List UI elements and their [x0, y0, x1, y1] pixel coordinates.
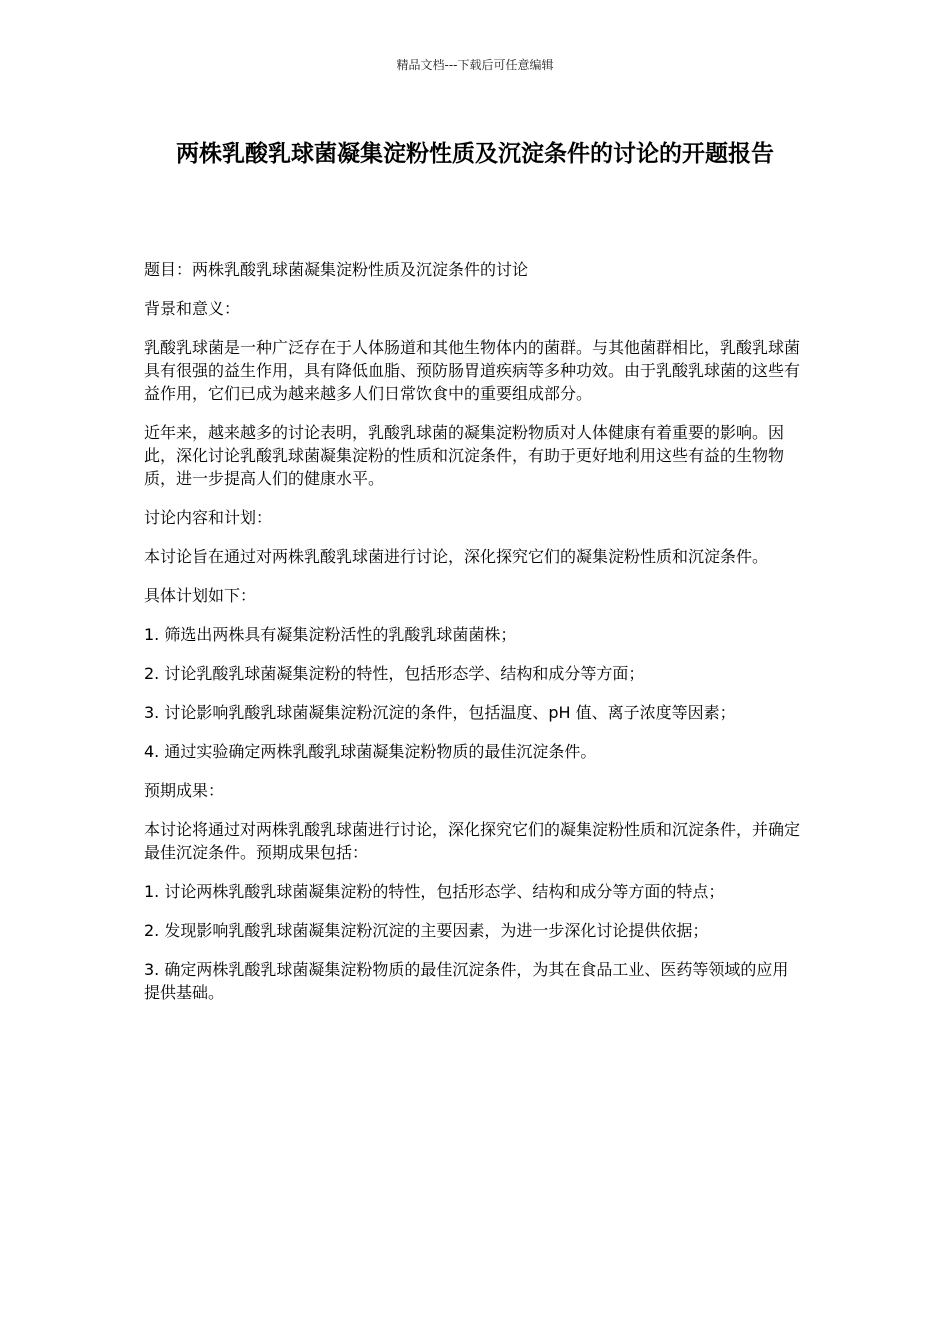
- plan-item: 3. 讨论影响乳酸乳球菌凝集淀粉沉淀的条件，包括温度、pH 值、离子浓度等因素；: [144, 703, 736, 722]
- page-header: 精品文档---下载后可任意编辑: [396, 58, 554, 72]
- topic-line: 题目：两株乳酸乳球菌凝集淀粉性质及沉淀条件的讨论: [144, 260, 529, 279]
- result-item: 2. 发现影响乳酸乳球菌凝集淀粉沉淀的主要因素，为进一步深化讨论提供依据；: [144, 921, 709, 940]
- body-paragraph: 乳酸乳球菌是一种广泛存在于人体肠道和其他生物体内的菌群。与其他菌群相比，乳酸乳球菌具有很强的益生作用，具有降低血脂、预防肠胃道疾病等多种功效。由于乳酸乳球菌的这些有益作用，它们已成为越来越多人们日常饮食中的重要组成部分。: [144, 338, 801, 403]
- result-item: 1. 讨论两株乳酸乳球菌凝集淀粉的特性，包括形态学、结构和成分等方面的特点；: [144, 882, 725, 901]
- plan-intro: 具体计划如下：: [144, 586, 257, 605]
- result-item: 3. 确定两株乳酸乳球菌凝集淀粉物质的最佳沉淀条件，为其在食品工业、医药等领域的应用提供基础。: [144, 960, 789, 1002]
- body-paragraph: 近年来，越来越多的讨论表明，乳酸乳球菌的凝集淀粉物质对人体健康有着重要的影响。因此，深化讨论乳酸乳球菌凝集淀粉的性质和沉淀条件，有助于更好地利用这些有益的生物物质，进一步提高人们的健康水平。: [144, 423, 785, 488]
- section-heading-expected-results: 预期成果：: [144, 781, 225, 800]
- body-paragraph: 本讨论将通过对两株乳酸乳球菌进行讨论，深化探究它们的凝集淀粉性质和沉淀条件，并确定最佳沉淀条件。预期成果包括：: [144, 820, 801, 862]
- section-heading-content-plan: 讨论内容和计划：: [144, 508, 273, 527]
- document-title: 两株乳酸乳球菌凝集淀粉性质及沉淀条件的讨论的开题报告: [176, 141, 774, 167]
- body-paragraph: 本讨论旨在通过对两株乳酸乳球菌进行讨论，深化探究它们的凝集淀粉性质和沉淀条件。: [144, 547, 769, 566]
- section-heading-background: 背景和意义：: [144, 299, 241, 318]
- plan-item: 1. 筛选出两株具有凝集淀粉活性的乳酸乳球菌菌株；: [144, 625, 517, 644]
- plan-item: 2. 讨论乳酸乳球菌凝集淀粉的特性，包括形态学、结构和成分等方面；: [144, 664, 645, 683]
- document-body: [144, 258, 804, 1020]
- plan-item: 4. 通过实验确定两株乳酸乳球菌凝集淀粉物质的最佳沉淀条件。: [144, 742, 597, 761]
